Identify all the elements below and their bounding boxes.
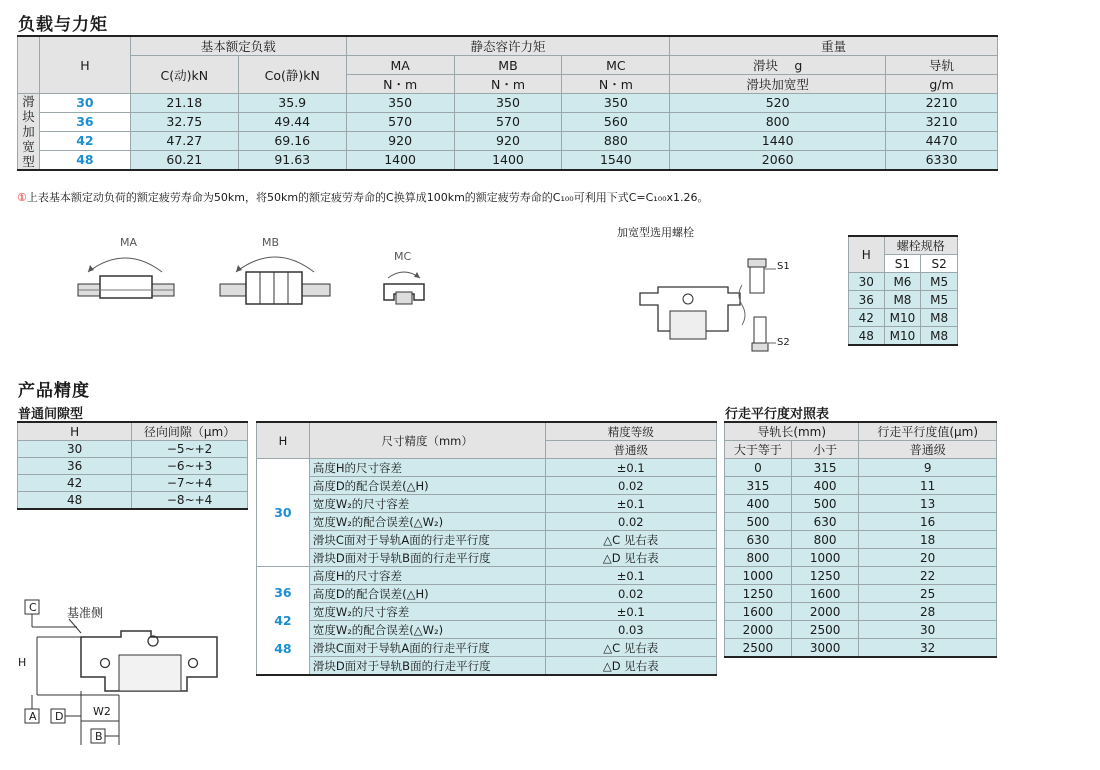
col-ma: MA bbox=[346, 56, 454, 75]
col-mb-unit: N・m bbox=[454, 75, 562, 94]
prec-val: ±0.1 bbox=[545, 567, 716, 585]
par-col-lt: 小于 bbox=[791, 441, 859, 459]
par-col-value: 行走平行度值(μm) bbox=[859, 422, 997, 441]
precision-section-title: 产品精度 bbox=[18, 381, 90, 401]
bolt-h: 42 bbox=[849, 309, 885, 327]
par-ge: 2000 bbox=[725, 621, 792, 639]
bolt-s2: M5 bbox=[921, 273, 958, 291]
s2-label: S2 bbox=[777, 337, 790, 348]
par-col-normal: 普通级 bbox=[859, 441, 997, 459]
cell-mb: 570 bbox=[454, 112, 562, 131]
cell-co: 91.63 bbox=[238, 150, 346, 170]
prec-h-label: 36 bbox=[274, 584, 292, 600]
mc-drawing bbox=[370, 248, 440, 318]
par-lt: 2500 bbox=[791, 621, 859, 639]
cell-c: 47.27 bbox=[130, 131, 238, 150]
clr-h: 30 bbox=[18, 441, 132, 458]
warning-icon: ① bbox=[17, 191, 27, 204]
par-v: 9 bbox=[859, 459, 997, 477]
prec-val: 0.02 bbox=[545, 585, 716, 603]
mc-diagram bbox=[370, 248, 440, 318]
parallel-title: 行走平行度对照表 bbox=[725, 407, 830, 422]
par-v: 18 bbox=[859, 531, 997, 549]
cell-slider: 800 bbox=[670, 112, 886, 131]
clr-h: 42 bbox=[18, 475, 132, 492]
par-v: 28 bbox=[859, 603, 997, 621]
cell-co: 49.44 bbox=[238, 112, 346, 131]
bolt-table bbox=[848, 235, 958, 346]
ma-diagram bbox=[60, 232, 190, 312]
side-char: 宽 bbox=[22, 139, 35, 154]
prec-val: △C 见右表 bbox=[545, 531, 716, 549]
side-label bbox=[18, 94, 40, 171]
col-basic-load: 基本额定负载 bbox=[130, 36, 346, 56]
bolt-s1: M6 bbox=[884, 273, 921, 291]
prec-col-dim: 尺寸精度（mm） bbox=[309, 422, 545, 459]
load-table bbox=[17, 35, 998, 171]
bolt-s2: M8 bbox=[921, 327, 958, 346]
cell-mc: 350 bbox=[562, 94, 670, 113]
cell-rail: 4470 bbox=[886, 131, 998, 150]
par-v: 16 bbox=[859, 513, 997, 531]
ref-d: D bbox=[55, 710, 64, 723]
par-lt: 3000 bbox=[791, 639, 859, 658]
clr-v: −8~+4 bbox=[132, 492, 248, 510]
prec-group-h: 30 bbox=[257, 459, 310, 567]
cell-c: 21.18 bbox=[130, 94, 238, 113]
col-c-dyn: C(动)kN bbox=[130, 56, 238, 94]
cell-slider: 2060 bbox=[670, 150, 886, 170]
bolt-diagram bbox=[630, 245, 800, 360]
par-lt: 1250 bbox=[791, 567, 859, 585]
load-note-text: 上表基本额定动负荷的额定疲劳寿命为50km，将50km的额定疲劳寿命的C换算成100km的额定疲劳寿命的C₁₀₀可利用下式C=C₁₀₀x1.26。 bbox=[26, 191, 709, 204]
col-slider: 滑块 g bbox=[670, 56, 886, 75]
prec-item: 高度H的尺寸容差 bbox=[309, 459, 545, 477]
prec-val: 0.02 bbox=[545, 477, 716, 495]
par-ge: 1600 bbox=[725, 603, 792, 621]
prec-val: 0.02 bbox=[545, 513, 716, 531]
prec-item: 滑块D面对于导轨B面的行走平行度 bbox=[309, 657, 545, 676]
cell-rail: 3210 bbox=[886, 112, 998, 131]
prec-val: △D 见右表 bbox=[545, 549, 716, 567]
clr-v: −5~+2 bbox=[132, 441, 248, 458]
col-rail: 导轨 bbox=[886, 56, 998, 75]
row-h: 42 bbox=[39, 131, 130, 150]
cell-c: 60.21 bbox=[130, 150, 238, 170]
bolt-col-spec: 螺栓规格 bbox=[884, 236, 957, 255]
par-lt: 630 bbox=[791, 513, 859, 531]
cell-mb: 920 bbox=[454, 131, 562, 150]
prec-val: 0.03 bbox=[545, 621, 716, 639]
cell-rail: 2210 bbox=[886, 94, 998, 113]
prec-val: ±0.1 bbox=[545, 495, 716, 513]
ma-label: MA bbox=[120, 236, 138, 249]
prec-item: 滑块C面对于导轨A面的行走平行度 bbox=[309, 639, 545, 657]
cell-ma: 350 bbox=[346, 94, 454, 113]
ref-a: A bbox=[29, 710, 37, 723]
cell-mb: 350 bbox=[454, 94, 562, 113]
bolt-s2: M5 bbox=[921, 291, 958, 309]
col-rail-unit: g/m bbox=[886, 75, 998, 94]
col-slider-wide: 滑块加宽型 bbox=[670, 75, 886, 94]
clr-col-radial: 径向间隙（μm） bbox=[132, 422, 248, 441]
cell-ma: 920 bbox=[346, 131, 454, 150]
cell-c: 32.75 bbox=[130, 112, 238, 131]
cell-slider: 520 bbox=[670, 94, 886, 113]
clr-v: −7~+4 bbox=[132, 475, 248, 492]
par-ge: 400 bbox=[725, 495, 792, 513]
bolt-s1: M8 bbox=[884, 291, 921, 309]
bolt-col-s2: S2 bbox=[921, 255, 958, 273]
bolt-h: 36 bbox=[849, 291, 885, 309]
ref-w2: W2 bbox=[93, 705, 111, 718]
par-lt: 1000 bbox=[791, 549, 859, 567]
cell-co: 35.9 bbox=[238, 94, 346, 113]
reference-drawing bbox=[15, 595, 230, 750]
side-char: 型 bbox=[22, 154, 35, 169]
prec-item: 高度H的尺寸容差 bbox=[309, 567, 545, 585]
par-ge: 2500 bbox=[725, 639, 792, 658]
clearance-table bbox=[17, 421, 248, 510]
par-ge: 1250 bbox=[725, 585, 792, 603]
par-v: 32 bbox=[859, 639, 997, 658]
cell-mc: 880 bbox=[562, 131, 670, 150]
par-lt: 1600 bbox=[791, 585, 859, 603]
cell-rail: 6330 bbox=[886, 150, 998, 170]
prec-val: △D 见右表 bbox=[545, 657, 716, 676]
bolt-h: 48 bbox=[849, 327, 885, 346]
bolt-s1: M10 bbox=[884, 327, 921, 346]
prec-item: 宽度W₂的尺寸容差 bbox=[309, 495, 545, 513]
par-ge: 0 bbox=[725, 459, 792, 477]
par-ge: 1000 bbox=[725, 567, 792, 585]
prec-col-normal: 普通级 bbox=[545, 441, 716, 459]
col-h: H bbox=[39, 36, 130, 94]
cell-mc: 1540 bbox=[562, 150, 670, 170]
prec-item: 滑块D面对于导轨B面的行走平行度 bbox=[309, 549, 545, 567]
bolt-h: 30 bbox=[849, 273, 885, 291]
col-mb: MB bbox=[454, 56, 562, 75]
side-char: 块 bbox=[22, 109, 35, 124]
side-char: 加 bbox=[22, 124, 35, 139]
bolt-s2: M8 bbox=[921, 309, 958, 327]
ref-b: B bbox=[95, 730, 103, 743]
col-mc: MC bbox=[562, 56, 670, 75]
parallel-table bbox=[724, 421, 997, 658]
par-lt: 500 bbox=[791, 495, 859, 513]
load-section-title: 负载与力矩 bbox=[18, 15, 108, 35]
col-ma-unit: N・m bbox=[346, 75, 454, 94]
bolt-s1: M10 bbox=[884, 309, 921, 327]
bolt-diagram-title: 加宽型选用螺栓 bbox=[617, 226, 694, 239]
mc-label: MC bbox=[394, 250, 412, 263]
prec-col-grade: 精度等级 bbox=[545, 422, 716, 441]
par-ge: 800 bbox=[725, 549, 792, 567]
row-h: 48 bbox=[39, 150, 130, 170]
par-ge: 630 bbox=[725, 531, 792, 549]
par-ge: 315 bbox=[725, 477, 792, 495]
cell-slider: 1440 bbox=[670, 131, 886, 150]
mb-drawing bbox=[210, 232, 340, 312]
bolt-col-h: H bbox=[849, 236, 885, 273]
par-v: 11 bbox=[859, 477, 997, 495]
prec-item: 滑块C面对于导轨A面的行走平行度 bbox=[309, 531, 545, 549]
par-lt: 2000 bbox=[791, 603, 859, 621]
ref-h: H bbox=[18, 656, 27, 669]
side-char: 滑 bbox=[22, 94, 35, 109]
prec-item: 宽度W₂的尺寸容差 bbox=[309, 603, 545, 621]
par-col-ge: 大于等于 bbox=[725, 441, 792, 459]
par-v: 22 bbox=[859, 567, 997, 585]
mb-diagram bbox=[210, 232, 340, 312]
col-moment: 静态容许力矩 bbox=[346, 36, 670, 56]
ma-drawing bbox=[60, 232, 190, 312]
row-h: 36 bbox=[39, 112, 130, 131]
col-c-stat: Co(静)kN bbox=[238, 56, 346, 94]
bolt-col-s1: S1 bbox=[884, 255, 921, 273]
cell-mc: 560 bbox=[562, 112, 670, 131]
prec-h-label: 48 bbox=[274, 640, 292, 656]
prec-val: ±0.1 bbox=[545, 459, 716, 477]
par-lt: 400 bbox=[791, 477, 859, 495]
par-ge: 500 bbox=[725, 513, 792, 531]
par-col-rail-len: 导轨长(mm) bbox=[725, 422, 859, 441]
par-lt: 800 bbox=[791, 531, 859, 549]
clr-v: −6~+3 bbox=[132, 458, 248, 475]
cell-ma: 1400 bbox=[346, 150, 454, 170]
prec-item: 高度D的配合误差(△H) bbox=[309, 477, 545, 495]
prec-h-label: 42 bbox=[274, 612, 292, 628]
prec-item: 高度D的配合误差(△H) bbox=[309, 585, 545, 603]
ref-c: C bbox=[29, 601, 37, 614]
clr-h: 48 bbox=[18, 492, 132, 510]
load-note bbox=[17, 189, 709, 205]
cell-mb: 1400 bbox=[454, 150, 562, 170]
cell-co: 69.16 bbox=[238, 131, 346, 150]
s1-label: S1 bbox=[777, 261, 790, 272]
par-v: 30 bbox=[859, 621, 997, 639]
prec-col-h: H bbox=[257, 422, 310, 459]
row-h: 30 bbox=[39, 94, 130, 113]
clearance-title: 普通间隙型 bbox=[18, 407, 84, 422]
prec-val: ±0.1 bbox=[545, 603, 716, 621]
col-mc-unit: N・m bbox=[562, 75, 670, 94]
ref-side-label: 基准侧 bbox=[67, 606, 104, 620]
prec-item: 宽度W₂的配合误差(△W₂) bbox=[309, 513, 545, 531]
par-v: 20 bbox=[859, 549, 997, 567]
col-weight: 重量 bbox=[670, 36, 998, 56]
corner-cell bbox=[18, 36, 40, 94]
par-lt: 315 bbox=[791, 459, 859, 477]
par-v: 13 bbox=[859, 495, 997, 513]
clr-col-h: H bbox=[18, 422, 132, 441]
par-v: 25 bbox=[859, 585, 997, 603]
prec-item: 宽度W₂的配合误差(△W₂) bbox=[309, 621, 545, 639]
prec-val: △C 见右表 bbox=[545, 639, 716, 657]
prec-group-h bbox=[257, 567, 310, 676]
clr-h: 36 bbox=[18, 458, 132, 475]
cell-ma: 570 bbox=[346, 112, 454, 131]
mb-label: MB bbox=[262, 236, 280, 249]
precision-table bbox=[256, 421, 717, 676]
